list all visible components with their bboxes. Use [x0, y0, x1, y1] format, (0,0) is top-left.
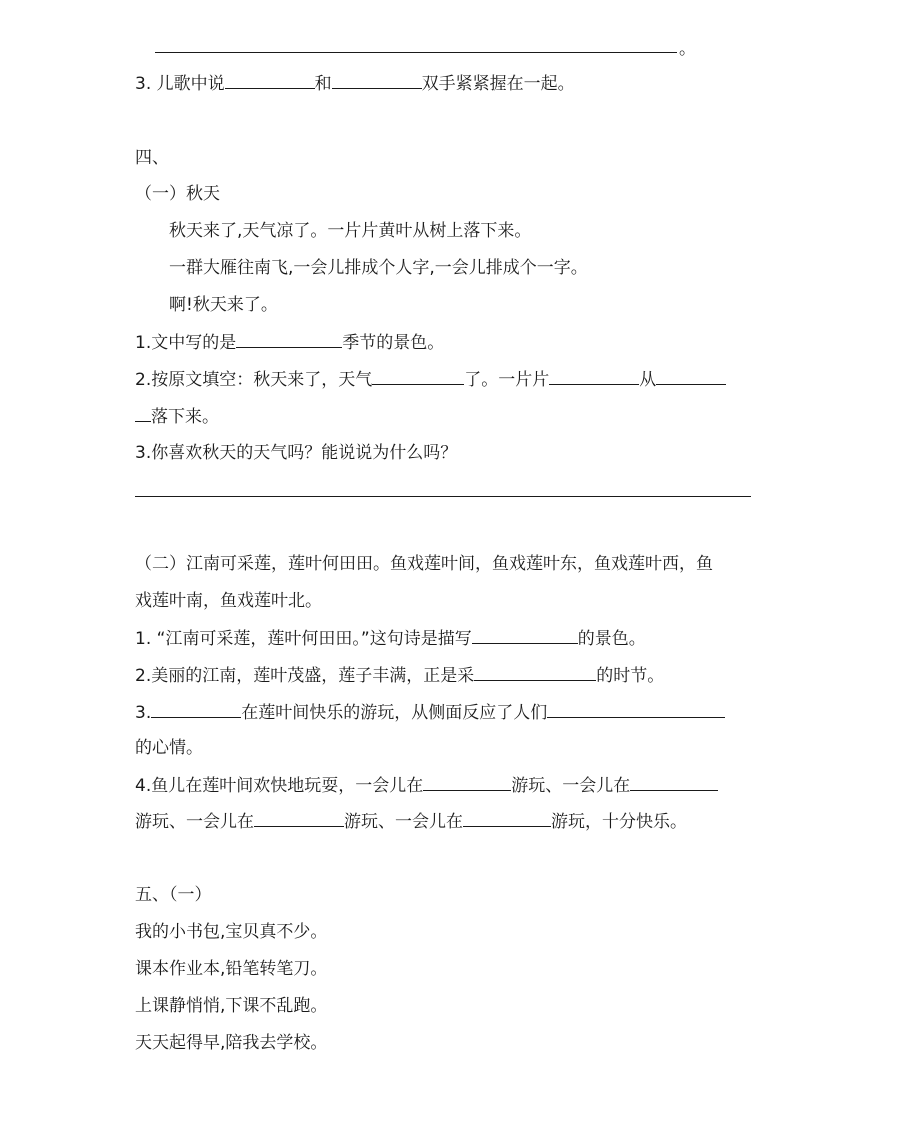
blank	[474, 664, 596, 681]
part2-question-1: 1. “江南可采莲，莲叶何田田。”这句诗是描写 的景色。	[135, 629, 646, 649]
question-1-season: 1.文中写的是 季节的景色。	[135, 333, 445, 353]
question-2-fill-cont: 落下来。	[135, 405, 751, 428]
question-3-rhyme: 3. 儿歌中说 和 双手紧紧握在一起。	[135, 74, 575, 94]
part2-question-4: 4.鱼儿在莲叶间欢快地玩耍，一会儿在 游玩、一会儿在	[135, 774, 751, 797]
blank	[547, 701, 725, 718]
blank	[225, 72, 315, 89]
blank	[236, 331, 342, 348]
section-4-part2-title-cont: 戏莲叶南，鱼戏莲叶北。	[135, 591, 322, 611]
part2-question-3-cont: 的心情。	[135, 738, 203, 758]
answer-line-end: 。	[679, 39, 696, 59]
poem-line: 课本作业本,铅笔转笔刀。	[135, 959, 328, 979]
passage-line: 一群大雁往南飞,一会儿排成个人字,一会儿排成个一字。	[169, 258, 588, 278]
part2-question-4-cont: 游玩、一会儿在 游玩、一会儿在 游玩，十分快乐。	[135, 812, 687, 832]
section-4-part1-title: （一）秋天	[135, 184, 220, 204]
blank	[463, 810, 551, 827]
section-4-part2-title: （二）江南可采莲，莲叶何田田。鱼戏莲叶间，鱼戏莲叶东，鱼戏莲叶西，鱼	[135, 554, 713, 574]
section-4-heading: 四、	[135, 148, 169, 168]
blank	[656, 368, 726, 385]
blank	[151, 701, 241, 718]
passage-line: 啊!秋天来了。	[169, 295, 278, 315]
blank	[549, 368, 639, 385]
blank	[472, 627, 578, 644]
blank	[332, 72, 422, 89]
poem-line: 我的小书包,宝贝真不少。	[135, 922, 328, 942]
poem-line: 天天起得早,陪我去学校。	[135, 1033, 328, 1053]
blank	[630, 774, 718, 791]
blank	[254, 810, 344, 827]
poem-line: 上课静悄悄,下课不乱跑。	[135, 996, 328, 1016]
blank	[135, 405, 151, 422]
section-5-heading: 五、（一）	[135, 885, 212, 905]
blank	[423, 774, 511, 791]
part2-question-3: 3. 在莲叶间快乐的游玩，从侧面反应了人们	[135, 701, 751, 724]
answer-line	[135, 496, 751, 497]
passage-line: 秋天来了,天气凉了。一片片黄叶从树上落下来。	[169, 221, 532, 241]
part2-question-2: 2.美丽的江南，莲叶茂盛，莲子丰满，正是采 的时节。	[135, 666, 665, 686]
question-3-autumn: 3.你喜欢秋天的天气吗？能说说为什么吗？	[135, 443, 458, 463]
question-2-fill: 2.按原文填空：秋天来了，天气 了。一片片 从	[135, 368, 751, 391]
answer-line	[155, 52, 677, 53]
blank	[372, 368, 464, 385]
